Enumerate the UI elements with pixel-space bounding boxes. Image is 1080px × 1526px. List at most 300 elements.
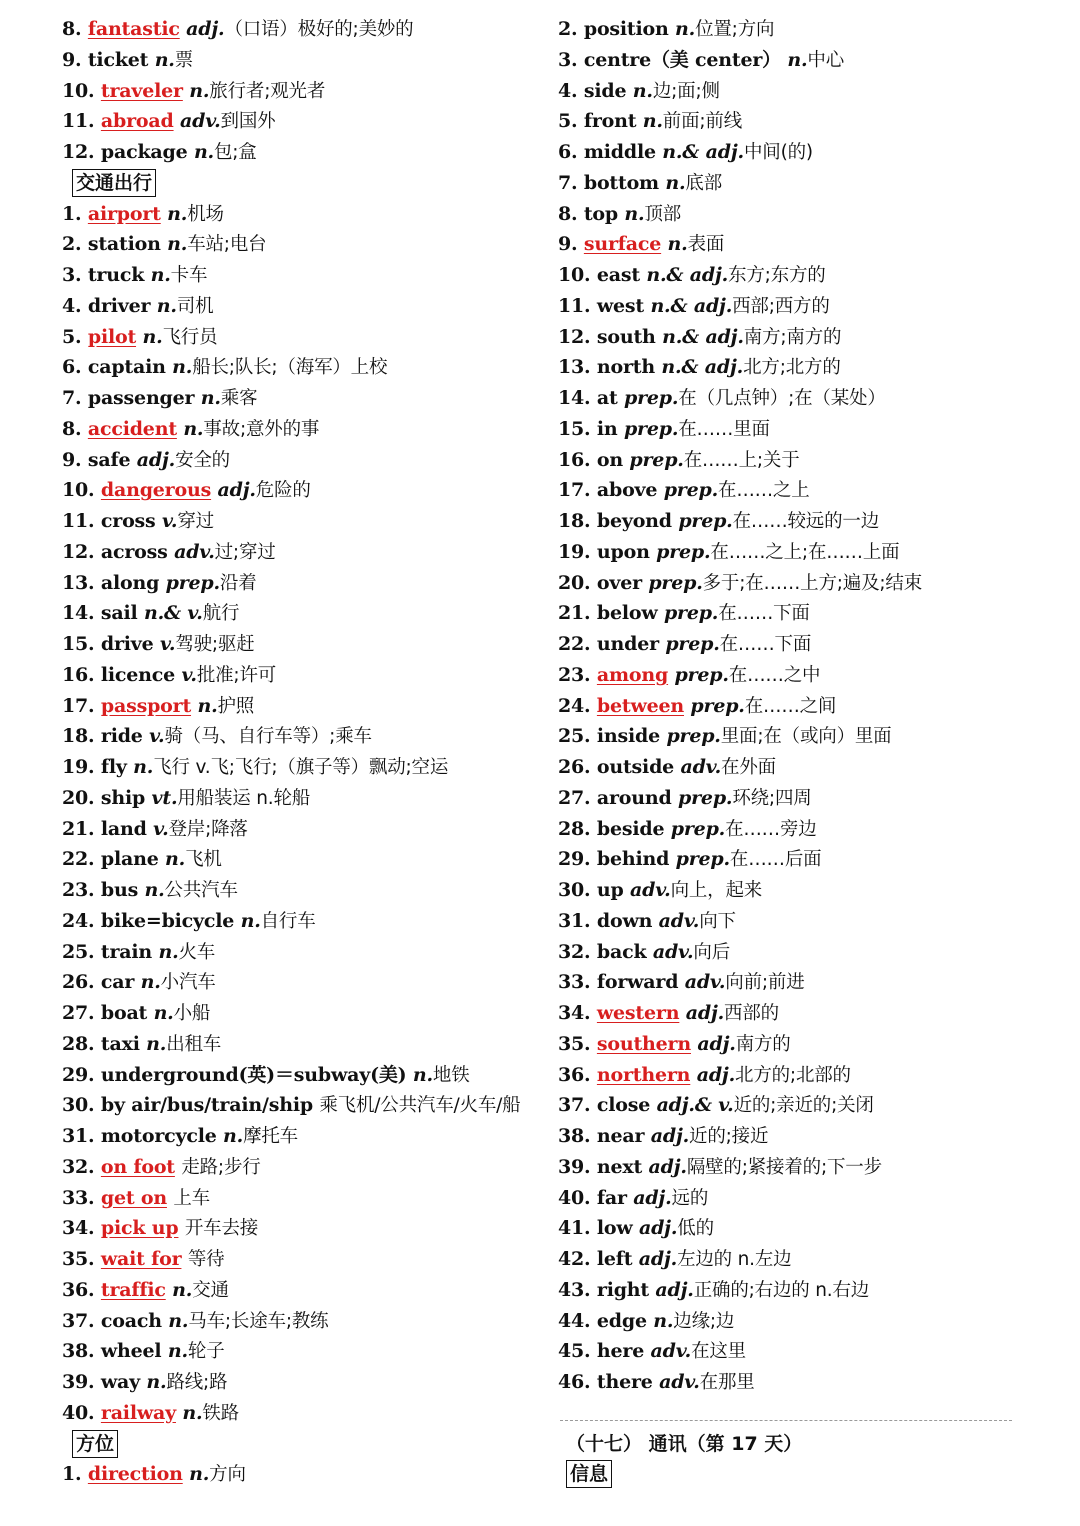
entry-word: coach: [100, 1309, 162, 1332]
entry-number: 30.: [62, 1094, 95, 1117]
part-of-speech: prep.: [690, 694, 745, 717]
part-of-speech: n.: [158, 940, 179, 963]
vocab-entry: [558, 383, 1028, 414]
entry-number: 8.: [62, 18, 82, 40]
highlighted-word: wait for: [100, 1248, 182, 1270]
entry-number: 12.: [62, 141, 95, 163]
entry-word: edge: [596, 1309, 647, 1332]
entry-number: 3.: [62, 264, 82, 286]
vocab-entry: [558, 1367, 1028, 1398]
highlighted-word: on foot: [100, 1155, 175, 1178]
vocab-entry: [62, 1060, 532, 1091]
entry-word: over: [596, 571, 642, 594]
highlighted-word: northern: [596, 1063, 691, 1086]
entry-number: 21.: [558, 602, 591, 625]
entry-word: east: [596, 264, 640, 286]
part-of-speech: n.: [182, 1401, 203, 1424]
part-of-speech: n.: [665, 171, 686, 194]
highlighted-word: railway: [100, 1401, 176, 1424]
entry-definition: 马车;长途车;教练: [188, 1310, 329, 1332]
part-of-speech: n.: [787, 48, 808, 71]
entry-word: centre（美 center）: [583, 48, 781, 71]
entry-number: 17.: [558, 479, 591, 502]
entry-number: 35.: [558, 1032, 591, 1055]
entry-definition: 在外面: [721, 757, 776, 778]
entry-word: ship: [100, 786, 146, 809]
entry-definition: 事故;意外的事: [203, 418, 320, 440]
entry-number: 22.: [558, 633, 591, 655]
part-of-speech: n.: [167, 202, 188, 225]
part-of-speech: prep.: [165, 571, 220, 594]
part-of-speech: prep.: [663, 479, 719, 502]
part-of-speech: prep.: [623, 417, 679, 440]
vocab-entry: [62, 137, 532, 168]
entry-word: near: [596, 1125, 645, 1147]
vocab-entry: [558, 414, 1028, 445]
entry-word: wheel: [100, 1340, 162, 1363]
entry-number: 3.: [558, 48, 578, 71]
vocab-entry: [558, 752, 1028, 783]
entry-word: ticket: [87, 48, 149, 71]
highlighted-word: accident: [87, 417, 177, 440]
part-of-speech: adv.: [174, 540, 215, 563]
vocab-entry: [62, 76, 532, 107]
entry-number: 11.: [62, 510, 95, 532]
entry-definition: 车站;电台: [187, 234, 267, 256]
entry-number: 25.: [558, 725, 591, 748]
part-of-speech: prep.: [670, 817, 726, 840]
part-of-speech: n.: [189, 79, 210, 102]
part-of-speech: n.: [240, 909, 261, 932]
vocab-entry: [62, 383, 532, 414]
entry-word: at: [596, 387, 618, 409]
entry-word: top: [583, 202, 618, 225]
entry-word: here: [596, 1340, 645, 1363]
vocab-entry: [62, 1183, 532, 1214]
vocab-entry: [558, 291, 1028, 322]
entry-definition: 自行车: [260, 910, 316, 932]
entry-word: boat: [100, 1002, 148, 1024]
entry-number: 1.: [62, 202, 82, 225]
entry-number: 21.: [62, 817, 95, 840]
entry-word: north: [596, 356, 655, 379]
part-of-speech: prep.: [675, 848, 730, 871]
part-of-speech: n.: [144, 879, 165, 901]
entry-word: bottom: [583, 171, 659, 194]
entry-number: 12.: [62, 540, 95, 563]
entry-word: upon: [596, 540, 650, 563]
vocab-entry: [62, 1275, 532, 1306]
entry-definition: 摩托车: [243, 1126, 298, 1147]
entry-definition: 中心: [807, 49, 845, 71]
part-of-speech: adv.: [684, 971, 726, 994]
vocab-entry: [62, 998, 532, 1029]
entry-definition: 正确的;右边的 n.右边: [693, 1279, 870, 1301]
vocab-entry: [558, 1244, 1028, 1275]
part-of-speech: n.: [156, 294, 177, 317]
entry-definition: 在那里: [699, 1372, 755, 1393]
entry-word: bus: [100, 879, 139, 901]
part-of-speech: adv.: [630, 879, 671, 901]
part-of-speech: n.: [167, 1340, 188, 1363]
vocab-entry: [62, 106, 532, 137]
part-of-speech: v.: [149, 725, 165, 748]
entry-number: 11.: [558, 294, 591, 317]
entry-number: 36.: [62, 1278, 95, 1301]
vocab-entry: [558, 168, 1028, 199]
entry-definition: 在……里面: [678, 418, 770, 440]
vocab-entry: [558, 906, 1028, 937]
highlighted-word: southern: [596, 1032, 691, 1055]
entry-definition: 地铁: [432, 1064, 470, 1086]
vocab-entry: [62, 352, 532, 383]
entry-word: captain: [87, 356, 166, 379]
entry-number: 16.: [558, 448, 591, 471]
part-of-speech: n.: [624, 202, 645, 225]
part-of-speech: prep.: [678, 510, 733, 532]
entry-word: way: [100, 1371, 140, 1393]
entry-number: 27.: [558, 786, 591, 809]
part-of-speech: prep.: [656, 540, 711, 563]
entry-definition: 安全的: [175, 449, 230, 471]
vocab-entry: [62, 475, 532, 506]
entry-definition: 过;穿过: [214, 541, 276, 563]
vocab-entry: [62, 1336, 532, 1367]
vocab-entry: [558, 844, 1028, 875]
entry-word: around: [596, 786, 672, 809]
entry-definition: 等待: [187, 1249, 225, 1270]
vocab-entry: [62, 752, 532, 783]
part-of-speech: n.: [153, 1002, 174, 1024]
vocab-entry: [62, 1213, 532, 1244]
entry-number: 22.: [62, 848, 95, 871]
entry-definition: 底部: [685, 172, 723, 194]
highlighted-word: abroad: [100, 110, 174, 133]
vocab-entry: [558, 1275, 1028, 1306]
entry-number: 26.: [62, 971, 95, 994]
entry-definition: 在……之上;在……上面: [710, 541, 900, 563]
entry-definition: 穿过: [177, 511, 214, 532]
vocab-entry: [62, 783, 532, 814]
part-of-speech: n.: [168, 1309, 189, 1332]
entry-number: 46.: [558, 1371, 591, 1393]
entry-number: 13.: [558, 356, 591, 379]
entry-number: 30.: [558, 879, 591, 901]
entry-word: up: [596, 879, 624, 901]
vocab-entry: [62, 414, 532, 445]
part-of-speech: adj.: [648, 1155, 687, 1178]
entry-number: 20.: [558, 571, 591, 594]
part-of-speech: n.& v.: [143, 602, 203, 625]
entry-definition: 远的: [671, 1187, 709, 1209]
vocab-entry: [558, 199, 1028, 230]
entry-word: licence: [100, 663, 176, 686]
vocab-entry: [62, 691, 532, 722]
highlighted-word: traffic: [100, 1278, 166, 1301]
entry-word: behind: [596, 848, 670, 871]
vocab-entry: [558, 229, 1028, 260]
entry-definition: 小汽车: [160, 972, 216, 994]
entry-number: 6.: [62, 356, 82, 379]
entry-definition: 飞行员: [162, 326, 218, 348]
entry-definition: 中间(的): [743, 142, 813, 163]
entry-definition: 票: [174, 49, 194, 71]
entry-word: by air/bus/train/ship: [100, 1094, 313, 1117]
vocab-entry: [558, 1183, 1028, 1214]
entry-definition: 出租车: [166, 1033, 222, 1055]
entry-number: 5.: [62, 325, 82, 348]
entry-definition: 东方;东方的: [728, 265, 826, 286]
entry-definition: 左边的 n.左边: [677, 1249, 792, 1270]
entry-number: 33.: [558, 971, 591, 994]
entry-number: 23.: [62, 879, 95, 901]
part-of-speech: adj.: [697, 1032, 736, 1055]
vocab-entry: [558, 875, 1028, 906]
highlighted-word: among: [596, 663, 669, 686]
part-of-speech: n.: [653, 1309, 674, 1332]
part-of-speech: n.: [167, 233, 188, 256]
entry-definition: 乘客: [220, 388, 258, 409]
vocab-entry: [558, 1306, 1028, 1337]
vocab-entry: [558, 691, 1028, 722]
entry-word: plane: [100, 848, 159, 871]
highlighted-word: western: [596, 1002, 680, 1024]
part-of-speech: adj.: [685, 1002, 725, 1024]
vocab-entry: [62, 199, 532, 230]
entry-number: 45.: [558, 1340, 591, 1363]
entry-definition: 向下: [699, 910, 736, 932]
entry-word: under: [596, 633, 659, 655]
entry-word: down: [596, 909, 653, 932]
highlighted-word: direction: [87, 1463, 183, 1486]
part-of-speech: n.& adj.: [646, 264, 729, 286]
entry-number: 15.: [558, 417, 591, 440]
vocab-entry: [62, 1398, 532, 1429]
entry-word: middle: [583, 141, 656, 163]
entry-word: passenger: [87, 387, 195, 409]
part-of-speech: adj.: [136, 448, 176, 471]
vocab-entry: [62, 506, 532, 537]
vocab-entry: [558, 137, 1028, 168]
vocab-entry: [62, 1121, 532, 1152]
highlighted-word: passport: [100, 694, 192, 717]
vocab-entry: [558, 445, 1028, 476]
part-of-speech: n.: [172, 1278, 193, 1301]
entry-number: 5.: [558, 110, 578, 133]
entry-word: bike=bicycle: [100, 909, 235, 932]
part-of-speech: v.: [153, 817, 169, 840]
part-of-speech: adj.& v.: [656, 1094, 734, 1117]
entry-definition: 向后: [693, 941, 730, 963]
highlighted-word: get on: [100, 1186, 167, 1209]
vocab-entry: [62, 844, 532, 875]
entry-number: 12.: [558, 325, 591, 348]
entry-number: 28.: [558, 817, 591, 840]
entry-word: back: [596, 940, 647, 963]
part-of-speech: prep.: [648, 571, 703, 594]
part-of-speech: v.: [161, 510, 178, 532]
entry-definition: 交通: [192, 1279, 229, 1301]
entry-definition: 环绕;四周: [732, 787, 812, 809]
entry-number: 34.: [62, 1217, 95, 1240]
entry-number: 39.: [558, 1155, 591, 1178]
part-of-speech: adj.: [633, 1186, 672, 1209]
entry-word: above: [596, 479, 658, 502]
entry-definition: 火车: [178, 941, 216, 963]
entry-number: 4.: [62, 294, 82, 317]
vocab-entry: [558, 1060, 1028, 1091]
vocab-entry: [62, 875, 532, 906]
entry-number: 8.: [62, 417, 82, 440]
entry-definition: 方向: [209, 1464, 246, 1486]
vocab-entry: [558, 260, 1028, 291]
entry-number: 23.: [558, 663, 591, 686]
entry-number: 14.: [62, 602, 95, 625]
entry-definition: 边缘;边: [673, 1310, 735, 1332]
entry-number: 9.: [62, 448, 82, 471]
entry-number: 18.: [62, 725, 95, 748]
entry-definition: 航行: [202, 603, 240, 625]
entry-definition: 南方的: [735, 1033, 791, 1055]
entry-word: beyond: [596, 510, 672, 532]
entry-word: drive: [100, 633, 154, 655]
entry-definition: 飞机: [185, 849, 222, 871]
entry-number: 7.: [558, 171, 578, 194]
vocab-entry: [558, 352, 1028, 383]
entry-number: 36.: [558, 1063, 591, 1086]
entry-word: car: [100, 971, 135, 994]
entry-word: cross: [100, 510, 156, 532]
vocab-entry: [62, 45, 532, 76]
entry-word: safe: [87, 448, 131, 471]
entry-definition: （口语）极好的;美妙的: [224, 19, 414, 40]
entry-definition: 在这里: [691, 1341, 746, 1363]
part-of-speech: prep.: [678, 786, 733, 809]
entry-definition: 近的;亲近的;关闭: [733, 1095, 874, 1117]
vocab-entry: [62, 445, 532, 476]
entry-definition: 位置;方向: [695, 19, 775, 40]
part-of-speech: adv.: [659, 1371, 700, 1393]
entry-definition: 近的;接近: [689, 1126, 769, 1147]
entry-word: train: [100, 940, 153, 963]
part-of-speech: adv.: [680, 756, 722, 778]
vocab-entry: [62, 598, 532, 629]
entry-number: 16.: [62, 663, 95, 686]
entry-definition: 前面;前线: [662, 111, 742, 133]
entry-word: far: [596, 1186, 627, 1209]
entry-number: 38.: [558, 1125, 591, 1147]
entry-word: across: [100, 540, 168, 563]
part-of-speech: n.: [675, 18, 696, 40]
vocab-entry: [62, 1029, 532, 1060]
part-of-speech: adv.: [652, 940, 694, 963]
part-of-speech: n.: [412, 1063, 433, 1086]
entry-number: 19.: [558, 540, 591, 563]
part-of-speech: prep.: [663, 602, 719, 625]
entry-word: in: [596, 417, 618, 440]
right-column: [558, 14, 1028, 1398]
part-of-speech: n.: [133, 756, 154, 778]
vocab-entry: [62, 1306, 532, 1337]
part-of-speech: prep.: [666, 725, 721, 748]
entry-number: 11.: [62, 110, 95, 133]
entry-definition: 在……上;关于: [683, 449, 800, 471]
entry-number: 43.: [558, 1278, 591, 1301]
entry-number: 26.: [558, 756, 591, 778]
part-of-speech: n.: [146, 1371, 167, 1393]
vocab-entry: [558, 1121, 1028, 1152]
vocab-entry: [62, 1367, 532, 1398]
entry-word: driver: [87, 294, 151, 317]
entry-word: side: [583, 79, 627, 102]
vocab-entry: [558, 1213, 1028, 1244]
part-of-speech: n.: [150, 264, 171, 286]
part-of-speech: adj.: [650, 1125, 690, 1147]
part-of-speech: n.: [667, 233, 688, 256]
entry-number: 34.: [558, 1002, 591, 1024]
vocab-entry: [62, 1459, 532, 1490]
part-of-speech: n.: [642, 110, 663, 133]
entry-number: 40.: [558, 1186, 591, 1209]
entry-definition: 登岸;降落: [168, 818, 248, 840]
vocab-entry: [62, 537, 532, 568]
vocab-entry: [62, 814, 532, 845]
entry-definition: 在……之间: [744, 695, 837, 717]
part-of-speech: n.: [223, 1125, 244, 1147]
entry-definition: 在……之中: [728, 664, 821, 686]
entry-word: package: [100, 141, 188, 163]
entry-word: low: [596, 1217, 633, 1240]
vocab-entry: [62, 291, 532, 322]
entry-definition: 向前;前进: [725, 972, 805, 994]
entry-word: underground(英)＝subway(美): [100, 1063, 407, 1086]
part-of-speech: n.& adj.: [661, 356, 744, 379]
vocab-entry: [558, 814, 1028, 845]
part-of-speech: adj.: [638, 1248, 678, 1270]
entry-word: motorcycle: [100, 1125, 217, 1147]
entry-definition: 护照: [217, 695, 255, 717]
part-of-speech: adj.: [186, 18, 225, 40]
vocab-entry: [558, 598, 1028, 629]
part-of-speech: adv.: [658, 909, 700, 932]
entry-word: fly: [100, 756, 127, 778]
highlighted-word: pilot: [87, 325, 137, 348]
entry-word: outside: [596, 756, 675, 778]
vocab-entry: [62, 660, 532, 691]
entry-word: close: [596, 1094, 651, 1117]
entry-number: 20.: [62, 786, 95, 809]
entry-word: station: [87, 233, 161, 256]
part-of-speech: n.& adj.: [650, 294, 733, 317]
vocab-entry: [62, 1090, 532, 1121]
entry-number: 13.: [62, 571, 95, 594]
entry-number: 18.: [558, 510, 591, 532]
vocab-entry: [558, 629, 1028, 660]
entry-word: along: [100, 571, 160, 594]
vocab-entry: [62, 260, 532, 291]
section-box: [566, 1460, 612, 1488]
entry-number: 15.: [62, 633, 95, 655]
entry-definition: 向上，起来: [670, 880, 763, 901]
entry-definition: 在……较远的一边: [732, 511, 880, 532]
vocab-entry: [558, 322, 1028, 353]
category-heading: [62, 1429, 532, 1460]
part-of-speech: prep.: [674, 663, 729, 686]
entry-definition: 上车: [173, 1187, 210, 1209]
part-of-speech: n.: [154, 48, 175, 71]
entry-number: 2.: [62, 233, 82, 256]
entry-definition: 在……旁边: [725, 818, 817, 840]
